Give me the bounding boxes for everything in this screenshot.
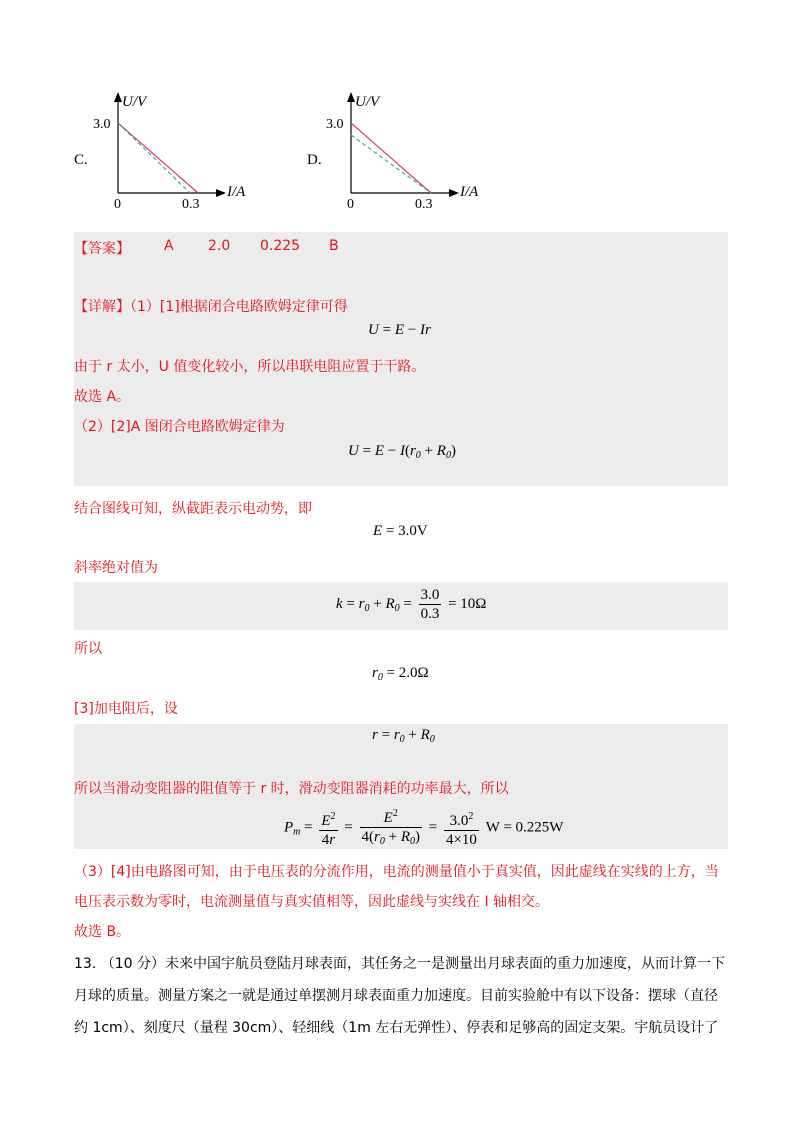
x-axis-arrow-icon (216, 189, 226, 197)
explanation-label: 【详解】 (74, 299, 130, 315)
y-axis-arrow-icon (347, 92, 355, 102)
equation-6: $r = r_0 + R_0$ (372, 727, 435, 745)
y-tick-label: 3.0 (326, 117, 344, 132)
question13-line1: 13. （10 分）未来中国宇航员登陆月球表面，其任务之一是测量出月球表面的重力加速度，从而计算一下 (74, 956, 725, 972)
solid-line (118, 123, 198, 193)
y-axis-label: U/V (122, 94, 147, 110)
origin-label: 0 (347, 197, 354, 212)
solid-line (351, 123, 431, 193)
answer-4: B (329, 238, 339, 254)
explanation-p8: [3]加电阻后，设 (74, 701, 178, 717)
explanation-p12: 故选 B。 (74, 924, 131, 940)
dashed-line (351, 135, 431, 193)
equation-1: U = E − Ir (368, 322, 431, 338)
option-c-label: C. (74, 152, 88, 168)
x-tick-label: 0.3 (182, 197, 200, 212)
answer-1: A (164, 238, 174, 254)
option-d-label: D. (307, 152, 322, 168)
graph-d (323, 88, 498, 213)
question13-line2: 月球的质量。测量方案之一就是通过单摆测月球表面重力加速度。目前实验舱中有以下设备：摆球（直径 (74, 988, 718, 1004)
x-axis-arrow-icon (449, 189, 459, 197)
explanation-p3: 故选 A。 (74, 389, 131, 405)
x-axis-label: I/A (460, 184, 479, 200)
x-axis-label: I/A (227, 184, 246, 200)
explanation-p9: 所以当滑动变阻器的阻值等于 r 时，滑动变阻器消耗的功率最大，所以 (74, 781, 509, 797)
equation-3: E = 3.0V (373, 523, 428, 539)
equation-4: $k = r_0 + R_0$ = $\frac{3.0}{0.3}$ = 10Ω (336, 587, 487, 622)
explanation-p2: 由于 r 太小，U 值变化较小，所以串联电阻应置于干路。 (74, 359, 426, 375)
explanation-p7: 所以 (74, 641, 102, 657)
graph-c (90, 88, 265, 213)
explanation-p1: 【详解】（1）[1]根据闭合电路欧姆定律可得 (74, 299, 348, 315)
explanation-p6: 斜率绝对值为 (74, 560, 158, 576)
explanation-p5: 结合图线可知，纵截距表示电动势，即 (74, 501, 312, 517)
explanation-p4: （2）[2]A 图闭合电路欧姆定律为 (74, 419, 285, 435)
equation-7: $P_m$ = $\frac{E^2}{4r}$ = $\frac{E^2}{4(r_0 + R_0)}$ = $\frac{3.0^2}{4\times 10}$ W = 0.225W (284, 805, 563, 851)
explanation-p10: （3）[4]由电路图可知，由于电压表的分流作用，电流的测量值小于真实值，因此虚线在实线的上方，当 (74, 864, 719, 880)
equation-2: $U = E - I(r_0 + R_0)$ (348, 443, 456, 461)
origin-label: 0 (114, 197, 121, 212)
answer-3: 0.225 (260, 238, 301, 254)
dashed-line (118, 123, 190, 193)
answer-line (74, 238, 339, 258)
y-axis-label: U/V (355, 94, 380, 110)
x-tick-label: 0.3 (415, 197, 433, 212)
answer-2: 2.0 (208, 238, 231, 254)
equation-5: $r_0 = 2.0\Omega$ (372, 665, 429, 683)
explanation-p11: 电压表示数为零时，电流测量值与真实值相等，因此虚线与实线在 I 轴相交。 (74, 894, 550, 910)
y-axis-arrow-icon (114, 92, 122, 102)
answer-label: 【答案】 (74, 241, 130, 257)
question13-line3: 约 1cm）、刻度尺（量程 30cm）、轻细线（1m 左右无弹性）、停表和足够高的固定支架。宇航员设计了 (74, 1020, 719, 1036)
y-tick-label: 3.0 (93, 117, 111, 132)
